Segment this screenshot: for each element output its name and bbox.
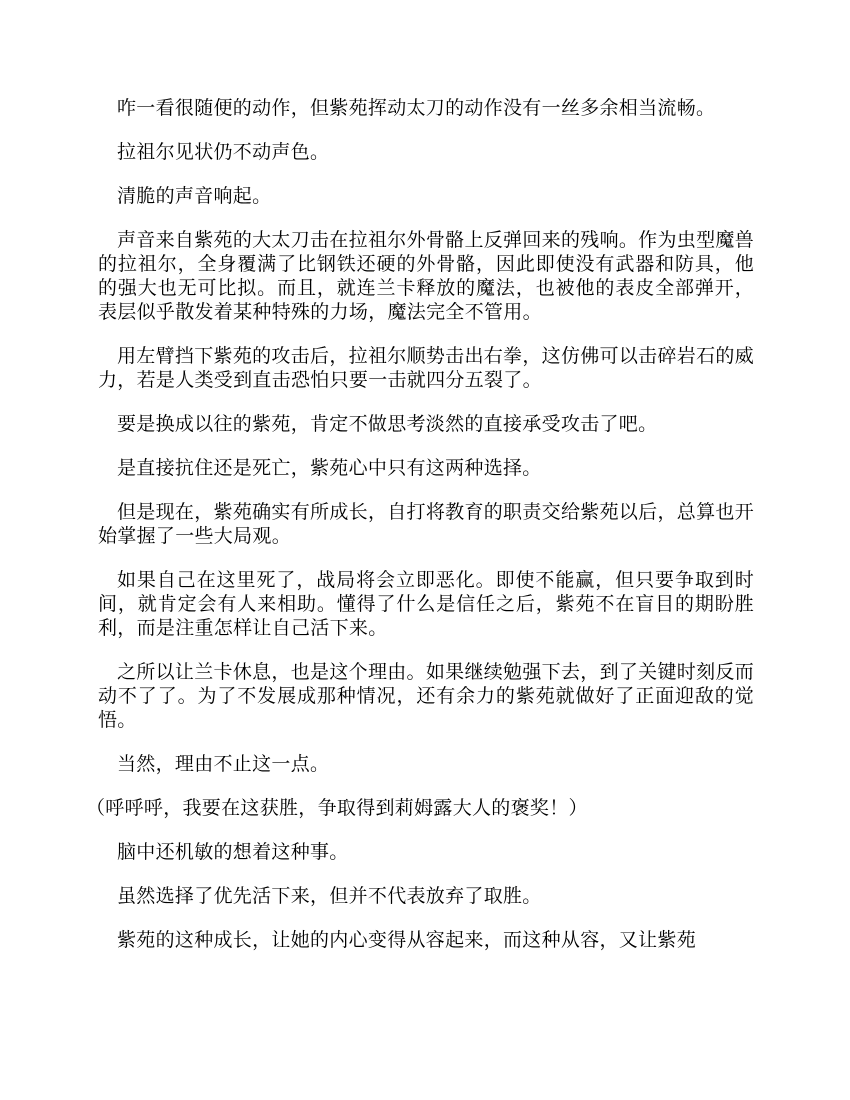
paragraph: 紫苑的这种成长，让她的内心变得从容起来，而这种从容，又让紫苑	[117, 929, 697, 951]
paragraph: 之所以让兰卡休息，也是这个理由。如果继续勉强下去，到了关键时刻反而动不了了。为了不发展成那种情况，还有余力的紫苑就做好了正面迎敌的觉悟。	[98, 661, 754, 731]
paragraph: 拉祖尔见状仍不动声色。	[117, 141, 330, 163]
inner-thought-paragraph: （呼呼呼，我要在这获胜，争取得到莉姆露大人的褒奖！）	[86, 797, 588, 819]
paragraph: 虽然选择了优先活下来，但并不代表放弃了取胜。	[117, 885, 542, 907]
paragraph: 如果自己在这里死了，战局将会立即恶化。即使不能赢，但只要争取到时间，就肯定会有人来相助。懂得了什么是信任之后，紫苑不在盲目的期盼胜利，而是注重怎样让自己活下来。	[98, 569, 754, 639]
paragraph: 是直接抗住还是死亡，紫苑心中只有这两种选择。	[117, 457, 542, 479]
document-body	[86, 96, 754, 972]
paragraph: 但是现在，紫苑确实有所成长，自打将教育的职责交给紫苑以后，总算也开始掌握了一些大局观。	[98, 501, 754, 547]
paragraph: 脑中还机敏的想着这种事。	[117, 841, 349, 863]
paragraph: 清脆的声音响起。	[117, 185, 272, 207]
paragraph: 当然，理由不止这一点。	[117, 753, 330, 775]
paragraph: 用左臂挡下紫苑的攻击后，拉祖尔顺势击出右拳，这仿佛可以击碎岩石的威力，若是人类受到直击恐怕只要一击就四分五裂了。	[98, 345, 754, 391]
paragraph: 咋一看很随便的动作，但紫苑挥动太刀的动作没有一丝多余相当流畅。	[117, 97, 716, 119]
paragraph: 要是换成以往的紫苑，肯定不做思考淡然的直接承受攻击了吧。	[117, 413, 658, 435]
paragraph: 声音来自紫苑的大太刀击在拉祖尔外骨骼上反弹回来的残响。作为虫型魔兽的拉祖尔，全身覆满了比钢铁还硬的外骨骼，因此即使没有武器和防具，他的强大也无可比拟。而且，就连兰卡释放的魔法，也被他的表皮全部弹开，表层似乎散发着某种特殊的力场，魔法完全不管用。	[98, 229, 754, 323]
